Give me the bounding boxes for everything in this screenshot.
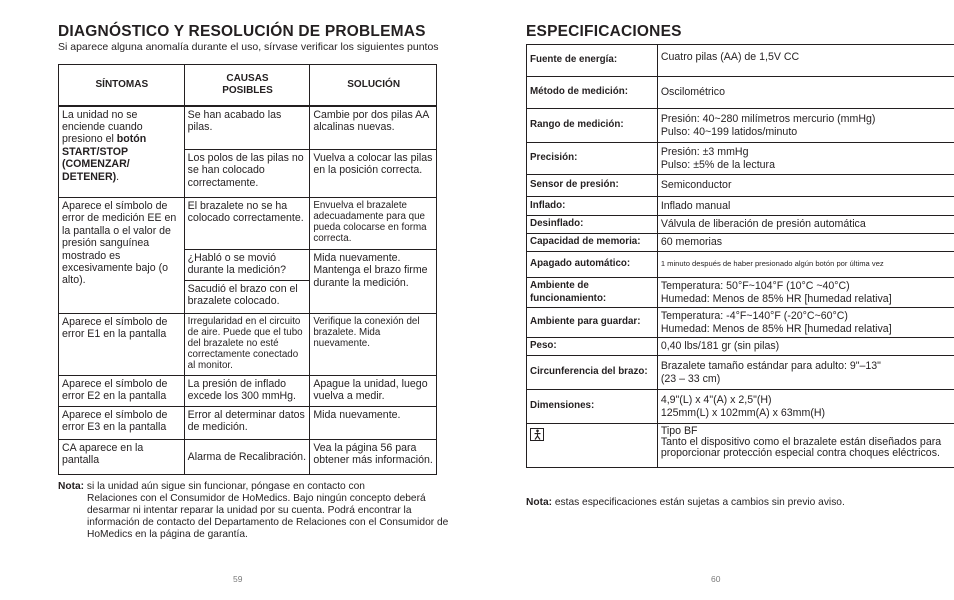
specifications-table (526, 44, 954, 468)
spec-label: Desinflado: (527, 216, 658, 234)
symptom-cell: Aparece el símbolo de error E3 en la pantalla (59, 407, 185, 440)
table-row (527, 252, 954, 278)
note-label: Nota: (526, 497, 553, 508)
spec-value-line1: Tipo BF (660, 425, 698, 437)
spec-value (657, 308, 954, 338)
spec-value: Cuatro pilas (AA) de 1,5V CC (657, 45, 954, 77)
symptom-cell: Aparece el símbolo de error E1 en la pantalla (59, 314, 185, 376)
header-causes-text: CAUSAS POSIBLES (222, 73, 273, 96)
spec-label: Fuente de energía: (527, 45, 658, 77)
solution-cell: Mida nuevamente. Mantenga el brazo firme durante la medición. (310, 250, 437, 314)
spec-value-line2: Humedad: Menos de 85% HR [humedad relativa] (660, 322, 892, 335)
spec-label: Dimensiones: (527, 390, 658, 424)
spec-label: Capacidad de memoria: (527, 234, 658, 252)
symptom-bold: botón START/STOP (COMENZAR/ DETENER) (62, 133, 147, 183)
spec-label: Método de medición: (527, 77, 658, 109)
solution-cell: Cambie por dos pilas AA alcalinas nuevas. (310, 106, 437, 150)
cause-cell: La presión de inflado excede los 300 mmHg. (184, 376, 310, 407)
spec-value: Válvula de liberación de presión automática (657, 216, 954, 234)
troubleshooting-note (58, 481, 458, 541)
solution-cell: Vuelva a colocar las pilas en la posición correcta. (310, 150, 437, 198)
symptom-end: . (116, 170, 120, 183)
spec-value: Inflado manual (657, 197, 954, 216)
spec-value-line1: Presión: 40~280 milímetros mercurio (mmHg) (660, 113, 876, 126)
header-symptoms: SÍNTOMAS (59, 65, 185, 106)
solution-cell: Mida nuevamente. (310, 407, 437, 440)
solution-cell: Envuelva el brazalete adecuadamente para que pueda colocarse en forma correcta. (310, 198, 437, 250)
table-row (59, 106, 437, 150)
spec-value-line2: Pulso: ±5% de la lectura (660, 158, 775, 171)
table-row (527, 109, 954, 143)
table-row (527, 424, 954, 468)
spec-value: Semiconductor (657, 175, 954, 197)
note-text: estas especificaciones están sujetas a cambios sin previo aviso. (552, 497, 845, 508)
troubleshooting-subtitle: Si aparece alguna anomalía durante el uso, sírvase verificar los siguientes puntos (58, 41, 439, 53)
spec-value: 0,40 lbs/181 gr (sin pilas) (657, 338, 954, 356)
page-right (477, 0, 954, 600)
cause-cell: Alarma de Recalibración. (184, 440, 310, 475)
page-number-right: 60 (711, 574, 721, 584)
spec-label: Precisión: (527, 143, 658, 175)
cause-cell: Sacudió el brazo con el brazalete colocado. (184, 281, 310, 314)
cause-cell: El brazalete no se ha colocado correctamente. (184, 198, 310, 250)
table-header-row (59, 65, 437, 106)
cause-cell: ¿Habló o se movió durante la medición? (184, 250, 310, 281)
table-row (59, 440, 437, 475)
spec-value-line2: 125mm(L) x 102mm(A) x 63mm(H) (660, 406, 826, 419)
spec-value: 60 memorias (657, 234, 954, 252)
table-row (527, 278, 954, 308)
table-row (59, 376, 437, 407)
spec-value-line1: 4,9"(L) x 4"(A) x 2,5"(H) (660, 394, 772, 407)
spec-value (657, 109, 954, 143)
table-row (527, 338, 954, 356)
symptom-cell (59, 106, 185, 198)
table-row (527, 308, 954, 338)
spec-value-line2: Pulso: 40~199 latidos/minuto (660, 125, 798, 138)
spec-value-line1: Temperatura: -4°F~140°F (-20°C~60°C) (660, 310, 848, 323)
spec-value (657, 278, 954, 308)
spec-value (657, 424, 954, 468)
note-first-line: si la unidad aún sigue sin funcionar, póngase en contacto con (86, 481, 365, 492)
symptom-cell: Aparece el símbolo de error de medición EE en la pantalla o el valor de presión sanguínea mostrado es excesivamente bajo (o alto). (59, 198, 185, 314)
table-row (527, 197, 954, 216)
specifications-heading: ESPECIFICACIONES (526, 23, 682, 40)
note-rest: Relaciones con el Consumidor de HoMedics. Bajo ningún concepto deberá desarmar ni intentar reparar la unidad por su cuenta. Podrá encontrar la información de contacto del Departamento de Relaciones con el Consumidor de HoMedics en la página de garantía. (87, 492, 449, 540)
spec-label: Rango de medición: (527, 109, 658, 143)
cause-cell: Los polos de las pilas no se han colocado correctamente. (184, 150, 310, 198)
spec-label: Ambiente para guardar: (527, 308, 658, 338)
spec-label: Inflado: (527, 197, 658, 216)
solution-cell: Verifique la conexión del brazalete. Mida nuevamente. (310, 314, 437, 376)
spec-label: Circunferencia del brazo: (527, 356, 658, 390)
solution-cell: Apague la unidad, luego vuelva a medir. (310, 376, 437, 407)
spec-label: Peso: (527, 338, 658, 356)
spec-value (657, 356, 954, 390)
spec-value: 1 minuto después de haber presionado algún botón por última vez (657, 252, 954, 278)
table-row (527, 143, 954, 175)
spec-label: Ambiente de funcionamiento: (527, 278, 658, 308)
spec-value-line2: Humedad: Menos de 85% HR [humedad relativa] (660, 292, 892, 305)
cause-cell: Error al determinar datos de medición. (184, 407, 310, 440)
spec-label-icon-cell (527, 424, 658, 468)
spec-value (657, 390, 954, 424)
spec-value-line1: Presión: ±3 mmHg (660, 146, 749, 159)
spec-value: Oscilométrico (657, 77, 954, 109)
spec-value-line1: Temperatura: 50°F~104°F (10°C ~40°C) (660, 280, 850, 293)
table-row (527, 175, 954, 197)
table-row (527, 77, 954, 109)
troubleshooting-table (58, 64, 437, 475)
note-label: Nota: (58, 481, 85, 492)
cause-cell: Irregularidad en el circuito de aire. Puede que el tubo del brazalete no esté correctamente conectado al monitor. (184, 314, 310, 376)
table-row (527, 216, 954, 234)
specifications-note (526, 497, 946, 509)
header-causes (184, 65, 310, 106)
page-number-left: 59 (233, 574, 243, 584)
table-row (59, 314, 437, 376)
spec-label: Sensor de presión: (527, 175, 658, 197)
solution-cell: Vea la página 56 para obtener más información. (310, 440, 437, 475)
spec-value (657, 143, 954, 175)
table-row (527, 356, 954, 390)
troubleshooting-heading: DIAGNÓSTICO Y RESOLUCIÓN DE PROBLEMAS (58, 23, 426, 40)
cause-cell: Se han acabado las pilas. (184, 106, 310, 150)
table-row (59, 407, 437, 440)
table-row (527, 234, 954, 252)
header-solution: SOLUCIÓN (310, 65, 437, 106)
table-row (527, 45, 954, 77)
spec-label: Apagado automático: (527, 252, 658, 278)
type-bf-person-icon (530, 428, 544, 441)
spec-value-line2: (23 – 33 cm) (660, 372, 721, 385)
table-row (59, 198, 437, 250)
symptom-text: La unidad no se enciende cuando presiono el (62, 108, 143, 146)
spec-value-line1: Brazalete tamaño estándar para adulto: 9"–13" (660, 360, 881, 373)
symptom-cell: Aparece el símbolo de error E2 en la pantalla (59, 376, 185, 407)
symptom-cell: CA aparece en la pantalla (59, 440, 185, 475)
spec-value-line2: Tanto el dispositivo como el brazalete están diseñados para proporcionar protección especial contra choques eléctricos. (660, 435, 942, 459)
table-row (527, 390, 954, 424)
